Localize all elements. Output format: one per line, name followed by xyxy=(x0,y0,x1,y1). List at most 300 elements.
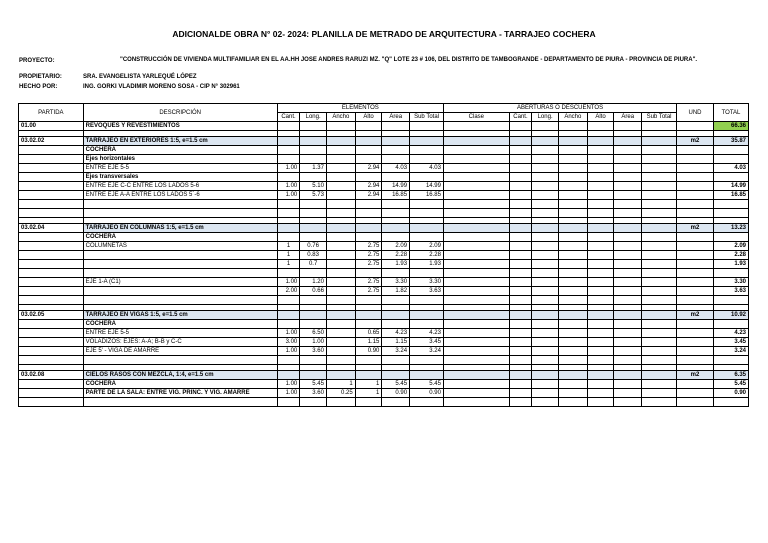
cell-long: 5.45 xyxy=(300,380,327,389)
cell-long xyxy=(300,137,327,146)
header-ancho-desc: Ancho xyxy=(558,113,587,122)
cell-desc xyxy=(83,251,277,260)
cell-desc: ENTRE EJE C-C ENTRE LOS LADOS 5-6 xyxy=(83,182,277,191)
propietario-label: PROPIETARIO: xyxy=(19,74,62,80)
cell-und xyxy=(677,389,714,398)
cell-desc: COCHERA xyxy=(83,146,277,155)
header-partida: PARTIDA xyxy=(19,104,84,122)
cell-partida: 01.00 xyxy=(19,122,84,131)
cell-dlong xyxy=(532,164,559,173)
cell-dcant xyxy=(509,398,532,407)
cell-sub: 0.90 xyxy=(410,389,444,398)
cell-area: 5.45 xyxy=(382,380,410,389)
cell-sub xyxy=(410,146,444,155)
cell-area xyxy=(382,137,410,146)
cell-dsub xyxy=(642,296,677,305)
cell-clase xyxy=(443,200,509,209)
cell-dancho xyxy=(558,320,587,329)
cell-dcant xyxy=(509,242,532,251)
cell-dcant xyxy=(509,233,532,242)
cell-clase xyxy=(443,173,509,182)
cell-alto xyxy=(355,200,382,209)
cell-dsub xyxy=(642,380,677,389)
cell-dalto xyxy=(587,311,614,320)
cell-darea xyxy=(614,287,642,296)
cell-sub xyxy=(410,269,444,278)
cell-dancho xyxy=(558,269,587,278)
cell-dlong xyxy=(532,173,559,182)
cell-dancho xyxy=(558,338,587,347)
cell-dsub xyxy=(642,155,677,164)
cell-sub xyxy=(410,200,444,209)
header-long-desc: Long. xyxy=(532,113,559,122)
cell-ancho xyxy=(326,371,355,380)
cell-alto xyxy=(355,356,382,365)
cell-clase xyxy=(443,311,509,320)
cell-darea xyxy=(614,146,642,155)
cell-desc: ENTRE EJE A-A ENTRE LOS LADOS 5´-6 xyxy=(83,191,277,200)
cell-long xyxy=(300,173,327,182)
cell-ancho xyxy=(326,260,355,269)
cell-sub: 5.45 xyxy=(410,380,444,389)
cell-partida xyxy=(19,296,84,305)
cell-dalto xyxy=(587,320,614,329)
cell-ancho xyxy=(326,155,355,164)
cell-dcant xyxy=(509,311,532,320)
cell-dancho xyxy=(558,191,587,200)
cell-desc: Ejes horizontales xyxy=(83,155,277,164)
cell-und xyxy=(677,209,714,218)
cell-darea xyxy=(614,224,642,233)
cell-sub xyxy=(410,233,444,242)
cell-sub xyxy=(410,320,444,329)
cell-sub xyxy=(410,122,444,131)
cell-alto xyxy=(355,209,382,218)
cell-und xyxy=(677,242,714,251)
cell-area xyxy=(382,311,410,320)
cell-und: m2 xyxy=(677,311,714,320)
cell-area: 14.99 xyxy=(382,182,410,191)
cell-dsub xyxy=(642,347,677,356)
cell-dalto xyxy=(587,191,614,200)
cell-alto xyxy=(355,269,382,278)
cell-partida xyxy=(19,338,84,347)
cell-long xyxy=(300,296,327,305)
cell-long xyxy=(300,209,327,218)
cell-long: 0.76 xyxy=(300,242,327,251)
cell-cant xyxy=(277,311,300,320)
cell-sub: 4.23 xyxy=(410,329,444,338)
cell-cant: 1.00 xyxy=(277,389,300,398)
cell-darea xyxy=(614,182,642,191)
cell-ancho xyxy=(326,311,355,320)
cell-clase xyxy=(443,338,509,347)
cell-dcant xyxy=(509,389,532,398)
header-area: Área xyxy=(382,113,410,122)
cell-ancho xyxy=(326,146,355,155)
proyecto-value: "CONSTRUCCIÓN DE VIVIENDA MULTIFAMILIAR EN EL AA.HH JOSE ANDRES RARUZI MZ. "Q" LOTE 23 # 106, DEL DISTRITO DE TAMBOGRANDE - DEPARTAMENTO DE PIURA - PROVINCIA DE PIURA". xyxy=(120,57,698,63)
cell-dcant xyxy=(509,209,532,218)
cell-total: 3.45 xyxy=(713,338,748,347)
table-row xyxy=(19,380,749,389)
cell-und xyxy=(677,233,714,242)
cell-dcant xyxy=(509,329,532,338)
header-cant-desc: Cant. xyxy=(509,113,532,122)
cell-dcant xyxy=(509,260,532,269)
table-row xyxy=(19,233,749,242)
cell-partida xyxy=(19,320,84,329)
cell-dalto xyxy=(587,251,614,260)
cell-dlong xyxy=(532,329,559,338)
table-row xyxy=(19,347,749,356)
cell-long: 0.83 xyxy=(300,251,327,260)
cell-und xyxy=(677,122,714,131)
cell-area xyxy=(382,371,410,380)
cell-cant xyxy=(277,398,300,407)
cell-dcant xyxy=(509,224,532,233)
cell-sub xyxy=(410,296,444,305)
cell-dsub xyxy=(642,164,677,173)
cell-dancho xyxy=(558,137,587,146)
cell-total xyxy=(713,155,748,164)
cell-und xyxy=(677,338,714,347)
cell-dsub xyxy=(642,260,677,269)
cell-dsub xyxy=(642,224,677,233)
cell-darea xyxy=(614,242,642,251)
cell-partida: 03.02.04 xyxy=(19,224,84,233)
cell-darea xyxy=(614,371,642,380)
cell-sub: 1.93 xyxy=(410,260,444,269)
cell-dcant xyxy=(509,320,532,329)
cell-dancho xyxy=(558,311,587,320)
cell-partida xyxy=(19,398,84,407)
header-elementos: ELEMENTOS xyxy=(277,104,443,113)
cell-total: 2.28 xyxy=(713,251,748,260)
cell-und xyxy=(677,278,714,287)
proyecto-label: PROYECTO: xyxy=(19,58,55,64)
cell-und xyxy=(677,191,714,200)
cell-dlong xyxy=(532,389,559,398)
cell-dlong xyxy=(532,296,559,305)
header-clase: Clase xyxy=(443,113,509,122)
cell-dalto xyxy=(587,287,614,296)
cell-dlong xyxy=(532,146,559,155)
cell-desc xyxy=(83,287,277,296)
table-row xyxy=(19,398,749,407)
cell-und xyxy=(677,200,714,209)
cell-partida xyxy=(19,173,84,182)
cell-cant xyxy=(277,173,300,182)
cell-desc: EJE 1-A (C1) xyxy=(83,278,277,287)
cell-long xyxy=(300,398,327,407)
cell-und xyxy=(677,296,714,305)
cell-dalto xyxy=(587,296,614,305)
cell-total: 3.24 xyxy=(713,347,748,356)
cell-partida xyxy=(19,251,84,260)
cell-ancho xyxy=(326,320,355,329)
cell-alto: 1 xyxy=(355,389,382,398)
cell-desc: TARRAJEO EN COLUMNAS 1:5, e=1.5 cm xyxy=(83,224,277,233)
cell-long xyxy=(300,200,327,209)
cell-partida xyxy=(19,356,84,365)
cell-area xyxy=(382,155,410,164)
cell-total: 3.30 xyxy=(713,278,748,287)
cell-dancho xyxy=(558,356,587,365)
cell-darea xyxy=(614,320,642,329)
cell-total: 3.63 xyxy=(713,287,748,296)
cell-darea xyxy=(614,173,642,182)
cell-dalto xyxy=(587,137,614,146)
cell-dsub xyxy=(642,251,677,260)
cell-alto: 2.75 xyxy=(355,287,382,296)
cell-dsub xyxy=(642,233,677,242)
table-row xyxy=(19,269,749,278)
cell-dalto xyxy=(587,155,614,164)
header-und: UND xyxy=(677,104,714,122)
cell-area xyxy=(382,398,410,407)
cell-desc: ENTRE EJE 5-5 xyxy=(83,329,277,338)
cell-dlong xyxy=(532,233,559,242)
cell-darea xyxy=(614,398,642,407)
cell-sub xyxy=(410,224,444,233)
cell-clase xyxy=(443,251,509,260)
cell-total xyxy=(713,269,748,278)
cell-und: m2 xyxy=(677,371,714,380)
cell-alto xyxy=(355,173,382,182)
propietario-value: SRA. EVANGELISTA YARLEQUÉ LÓPEZ xyxy=(83,74,197,80)
cell-long: 5.73 xyxy=(300,191,327,200)
cell-long: 1.00 xyxy=(300,338,327,347)
cell-partida xyxy=(19,191,84,200)
cell-cant: 2.00 xyxy=(277,287,300,296)
cell-dlong xyxy=(532,182,559,191)
cell-ancho xyxy=(326,173,355,182)
cell-dalto xyxy=(587,224,614,233)
cell-area: 1.82 xyxy=(382,287,410,296)
cell-desc: Ejes transversales xyxy=(83,173,277,182)
cell-dancho xyxy=(558,146,587,155)
cell-total: 4.03 xyxy=(713,164,748,173)
cell-long: 0.7 xyxy=(300,260,327,269)
cell-total: 10.92 xyxy=(713,311,748,320)
cell-cant xyxy=(277,209,300,218)
cell-alto: 2.75 xyxy=(355,260,382,269)
cell-darea xyxy=(614,338,642,347)
cell-long: 1.20 xyxy=(300,278,327,287)
cell-clase xyxy=(443,242,509,251)
cell-cant xyxy=(277,371,300,380)
cell-dcant xyxy=(509,356,532,365)
cell-dalto xyxy=(587,122,614,131)
cell-area xyxy=(382,122,410,131)
cell-und xyxy=(677,164,714,173)
cell-dlong xyxy=(532,224,559,233)
cell-clase xyxy=(443,287,509,296)
cell-dlong xyxy=(532,287,559,296)
cell-alto xyxy=(355,146,382,155)
cell-cant: 1.00 xyxy=(277,191,300,200)
cell-dsub xyxy=(642,398,677,407)
table-row xyxy=(19,356,749,365)
table-row xyxy=(19,287,749,296)
cell-dlong xyxy=(532,260,559,269)
cell-alto: 2.94 xyxy=(355,182,382,191)
cell-alto xyxy=(355,137,382,146)
cell-area xyxy=(382,224,410,233)
cell-dalto xyxy=(587,242,614,251)
cell-area xyxy=(382,296,410,305)
cell-alto: 2.94 xyxy=(355,164,382,173)
cell-clase xyxy=(443,347,509,356)
cell-cant xyxy=(277,224,300,233)
cell-desc: VOLADIZOS: EJES: A-A; B-B y C-C xyxy=(83,338,277,347)
cell-partida xyxy=(19,389,84,398)
cell-desc: COLUMNETAS xyxy=(83,242,277,251)
cell-total: 1.93 xyxy=(713,260,748,269)
cell-darea xyxy=(614,251,642,260)
cell-dlong xyxy=(532,269,559,278)
cell-dalto xyxy=(587,200,614,209)
cell-darea xyxy=(614,329,642,338)
cell-alto: 2.75 xyxy=(355,251,382,260)
cell-desc: CIELOS RASOS CON MEZCLA, 1:4, e=1.5 cm xyxy=(83,371,277,380)
cell-dlong xyxy=(532,398,559,407)
cell-long xyxy=(300,233,327,242)
header-ancho: Ancho xyxy=(326,113,355,122)
cell-area: 1.15 xyxy=(382,338,410,347)
cell-alto: 1 xyxy=(355,380,382,389)
cell-cant xyxy=(277,296,300,305)
cell-ancho xyxy=(326,200,355,209)
cell-partida xyxy=(19,269,84,278)
cell-long: 5.10 xyxy=(300,182,327,191)
cell-darea xyxy=(614,191,642,200)
cell-dlong xyxy=(532,137,559,146)
cell-dsub xyxy=(642,329,677,338)
cell-dancho xyxy=(558,278,587,287)
hecho-value: ING. GORKI VLADIMIR MORENO SOSA - CIP N° 302961 xyxy=(83,84,240,90)
cell-ancho xyxy=(326,296,355,305)
cell-dcant xyxy=(509,287,532,296)
cell-sub: 4.03 xyxy=(410,164,444,173)
cell-darea xyxy=(614,209,642,218)
cell-partida: 03.02.05 xyxy=(19,311,84,320)
cell-alto: 1.15 xyxy=(355,338,382,347)
cell-ancho xyxy=(326,224,355,233)
cell-dsub xyxy=(642,146,677,155)
cell-dalto xyxy=(587,260,614,269)
cell-desc: COCHERA xyxy=(83,233,277,242)
cell-dcant xyxy=(509,347,532,356)
cell-cant: 1 xyxy=(277,251,300,260)
cell-sub xyxy=(410,173,444,182)
table-row xyxy=(19,191,749,200)
cell-und xyxy=(677,251,714,260)
cell-dlong xyxy=(532,200,559,209)
cell-und: m2 xyxy=(677,137,714,146)
cell-partida xyxy=(19,200,84,209)
cell-cant xyxy=(277,233,300,242)
cell-area xyxy=(382,173,410,182)
cell-long xyxy=(300,122,327,131)
cell-desc: REVOQUES Y REVESTIMIENTOS xyxy=(83,122,277,131)
cell-partida xyxy=(19,347,84,356)
cell-ancho xyxy=(326,164,355,173)
cell-partida xyxy=(19,287,84,296)
cell-dancho xyxy=(558,173,587,182)
cell-alto: 0.90 xyxy=(355,347,382,356)
cell-long xyxy=(300,371,327,380)
table-row xyxy=(19,182,749,191)
cell-clase xyxy=(443,224,509,233)
table-row xyxy=(19,155,749,164)
header-subtotal-desc: Sub Total xyxy=(642,113,677,122)
cell-dlong xyxy=(532,320,559,329)
cell-total xyxy=(713,320,748,329)
cell-dalto xyxy=(587,380,614,389)
cell-sub xyxy=(410,137,444,146)
cell-ancho xyxy=(326,251,355,260)
cell-dcant xyxy=(509,296,532,305)
table-row xyxy=(19,242,749,251)
cell-partida xyxy=(19,209,84,218)
cell-dsub xyxy=(642,389,677,398)
cell-desc: PARTE DE LA SALA: ENTRE VIG. PRINC. Y VIG. AMARRE xyxy=(83,389,277,398)
cell-ancho xyxy=(326,338,355,347)
cell-alto xyxy=(355,233,382,242)
cell-clase xyxy=(443,380,509,389)
header-descripcion: DESCRIPCIÓN xyxy=(83,104,277,122)
cell-long xyxy=(300,356,327,365)
cell-dcant xyxy=(509,191,532,200)
cell-dancho xyxy=(558,287,587,296)
cell-alto: 2.75 xyxy=(355,242,382,251)
cell-dlong xyxy=(532,251,559,260)
cell-area xyxy=(382,209,410,218)
cell-dancho xyxy=(558,389,587,398)
cell-dalto xyxy=(587,269,614,278)
cell-und xyxy=(677,155,714,164)
cell-clase xyxy=(443,122,509,131)
cell-dsub xyxy=(642,122,677,131)
cell-dlong xyxy=(532,311,559,320)
cell-alto xyxy=(355,320,382,329)
cell-clase xyxy=(443,155,509,164)
cell-sub: 3.45 xyxy=(410,338,444,347)
cell-darea xyxy=(614,311,642,320)
header-area-desc: Área xyxy=(614,113,642,122)
cell-long xyxy=(300,311,327,320)
cell-darea xyxy=(614,269,642,278)
cell-total xyxy=(713,356,748,365)
cell-dalto xyxy=(587,146,614,155)
cell-long: 1.37 xyxy=(300,164,327,173)
cell-total xyxy=(713,398,748,407)
cell-partida xyxy=(19,155,84,164)
cell-dcant xyxy=(509,164,532,173)
cell-ancho xyxy=(326,347,355,356)
cell-darea xyxy=(614,164,642,173)
cell-dalto xyxy=(587,173,614,182)
cell-cant: 1.00 xyxy=(277,164,300,173)
cell-dlong xyxy=(532,155,559,164)
cell-dsub xyxy=(642,320,677,329)
table-row xyxy=(19,329,749,338)
table-row xyxy=(19,338,749,347)
table-row xyxy=(19,164,749,173)
cell-cant xyxy=(277,122,300,131)
cell-area: 2.28 xyxy=(382,251,410,260)
